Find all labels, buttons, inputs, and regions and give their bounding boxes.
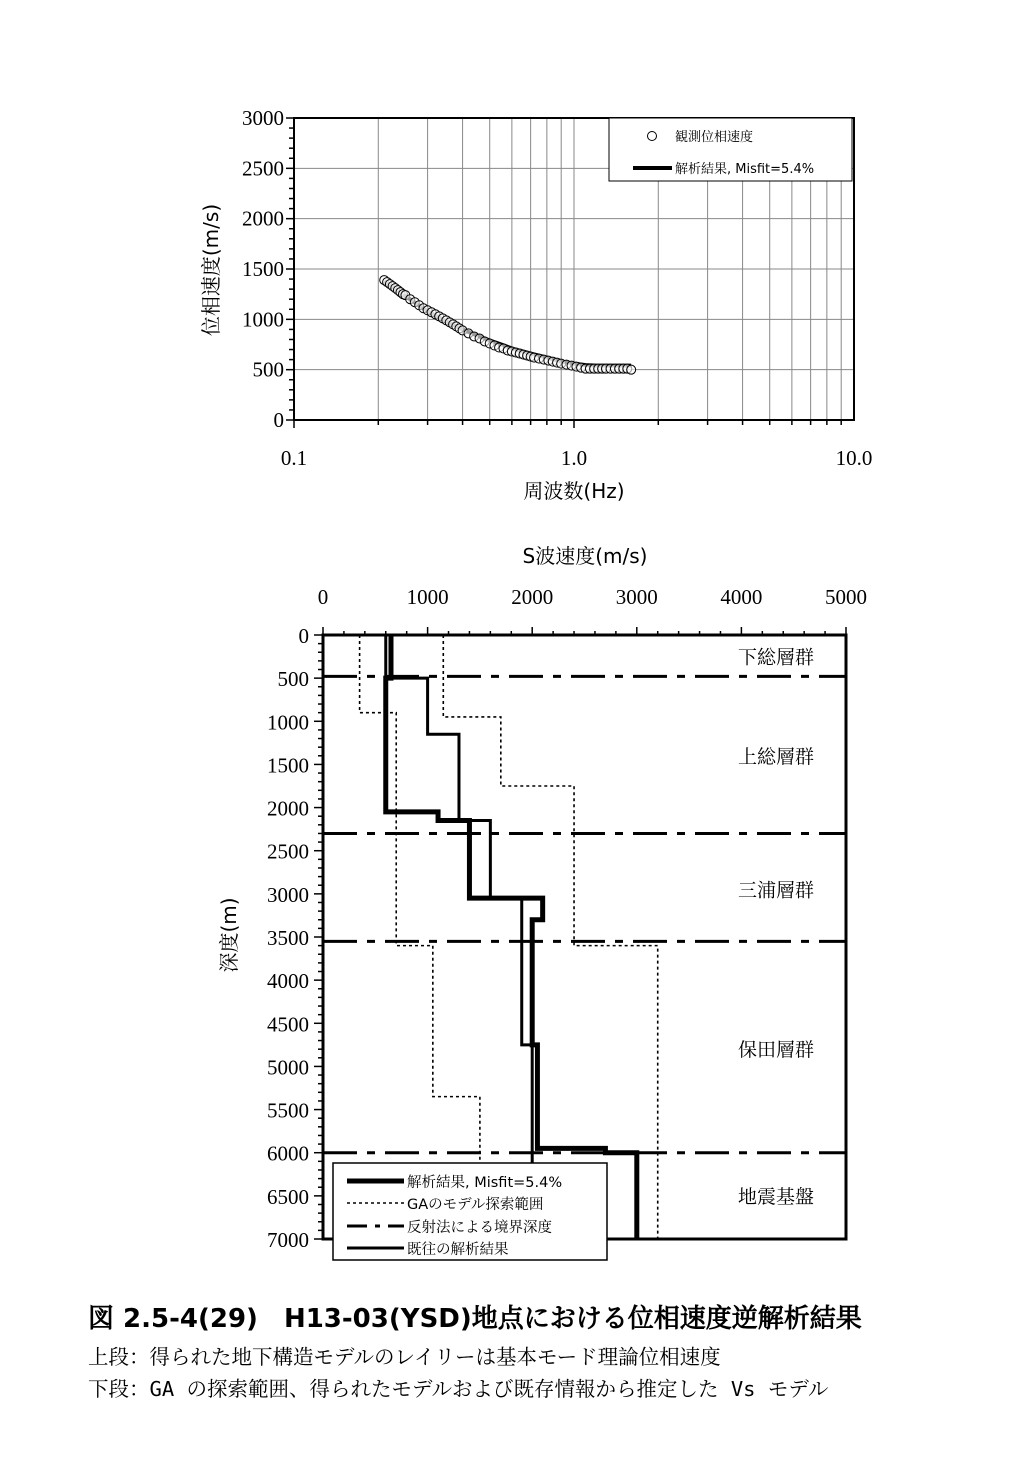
legend-label: GAのモデル探索範囲	[407, 1197, 544, 1213]
legend	[609, 118, 852, 181]
y-axis-title: 位相速度(m/s)	[199, 203, 223, 337]
phase-velocity-chart	[199, 106, 872, 503]
y-tick-label: 500	[277, 667, 309, 692]
zone-labels	[738, 647, 814, 1208]
x-tick-label: 10.0	[835, 446, 873, 470]
x-tick-label: 5000	[825, 585, 867, 609]
y-tick-label: 2000	[267, 796, 309, 821]
y-tick-label: 2500	[267, 839, 309, 864]
y-axis-title: 深度(m)	[217, 897, 241, 973]
y-tick-label: 5500	[267, 1098, 309, 1123]
y-tick-label: 4500	[267, 1012, 309, 1037]
y-tick-label: 1500	[242, 257, 284, 281]
legend-label: 観測位相速度	[675, 130, 754, 145]
y-tick-label: 0	[273, 408, 284, 432]
legend	[333, 1163, 607, 1260]
y-tick-label: 1500	[267, 753, 309, 778]
y-tick-labels	[267, 624, 309, 1252]
figure-caption-line: 下段：GA の探索範囲、得られたモデルおよび既存情報から推定した Vs モデル	[88, 1377, 829, 1401]
legend-label: 解析結果, Misfit=5.4%	[407, 1175, 563, 1191]
zone-label: 下総層群	[737, 646, 815, 669]
y-tick-label: 2000	[242, 206, 284, 231]
x-tick-labels	[318, 585, 867, 609]
y-tick-label: 1000	[267, 710, 309, 735]
y-tick-label: 0	[298, 624, 309, 648]
y-tick-label: 3000	[242, 106, 284, 130]
x-tick-label: 2000	[511, 585, 554, 609]
y-tick-label: 5000	[267, 1055, 309, 1080]
legend-label: 反射法による境界深度	[407, 1220, 552, 1236]
x-tick-labels	[281, 446, 873, 470]
zone-label: 三浦層群	[737, 879, 815, 902]
zone-label: 保田層群	[737, 1039, 815, 1062]
y-tick-label: 2500	[242, 156, 284, 181]
x-tick-label: 0.1	[280, 446, 308, 470]
y-tick-label: 500	[252, 357, 284, 382]
legend-marker-circle	[648, 132, 657, 141]
x-axis-title: S波速度(m/s)	[522, 544, 648, 568]
data-point	[627, 365, 636, 374]
y-tick-labels	[242, 106, 284, 432]
series-layer	[360, 635, 658, 1239]
y-tick-label: 7000	[267, 1228, 309, 1252]
legend-label: 既往の解析結果	[407, 1242, 509, 1258]
figure-caption-title: 図 2.5-4(29) H13-03(YSD)地点における位相速度逆解析結果	[88, 1304, 862, 1334]
series-line	[360, 635, 480, 1239]
zone-label: 地震基盤	[737, 1185, 815, 1208]
vs-profile-chart	[217, 544, 867, 1260]
x-tick-label: 1.0	[560, 446, 588, 470]
y-tick-label: 3500	[267, 926, 309, 950]
x-axis-title: 周波数(Hz)	[523, 479, 625, 503]
y-tick-label: 3000	[267, 882, 309, 907]
y-tick-label: 1000	[242, 307, 284, 332]
x-tick-label: 0	[317, 585, 329, 609]
series-line	[386, 635, 532, 1239]
y-tick-label: 4000	[267, 969, 309, 994]
legend-label: 解析結果, Misfit=5.4%	[675, 162, 815, 177]
series-layer	[380, 276, 636, 375]
y-tick-label: 6500	[267, 1184, 309, 1209]
y-tick-label: 6000	[267, 1141, 309, 1166]
zone-label: 上総層群	[737, 745, 815, 768]
x-tick-label: 1000	[406, 585, 449, 609]
x-tick-label: 4000	[720, 585, 763, 609]
figure-caption-line: 上段：得られた地下構造モデルのレイリーは基本モード理論位相速度	[88, 1345, 721, 1369]
x-tick-label: 3000	[615, 585, 658, 609]
series-line	[386, 635, 637, 1239]
